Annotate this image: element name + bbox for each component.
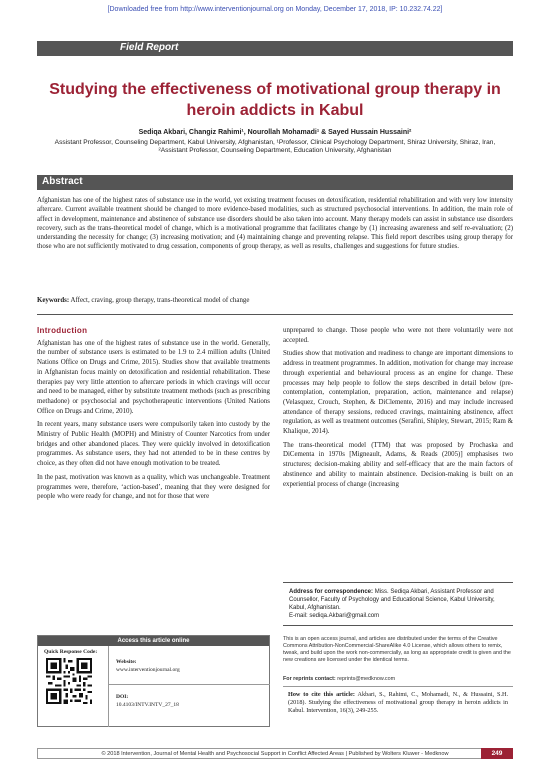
doi-link[interactable]: 10.4103/INTV.INTV_27_18 — [116, 702, 179, 708]
website-label: Website: — [116, 659, 137, 665]
access-heading: Access this article online — [38, 636, 269, 646]
doi-label: DOI: — [116, 694, 129, 700]
keywords-label: Keywords: — [37, 297, 70, 304]
intro-paragraph: In recent years, many substance users were compulsorily taken into custody by the Ministry of Public Health (MOPH) and Ministry of Counter Narcotics from under bridges and other abandoned places. They were quickly involved in detoxification programmes. As substance users, they had not attended to be in these centres by choice, as they often did not have enough motivation to be treated. — [37, 421, 270, 468]
intro-paragraph: unprepared to change. Those people who were not there voluntarily were not accepted. — [283, 327, 513, 344]
website-link[interactable]: www.interventionjournal.org — [116, 667, 180, 673]
abstract-banner — [37, 175, 513, 190]
correspondence-label: Address for correspondence: — [289, 589, 374, 595]
intro-paragraph: The trans-theoretical model (TTM) that was proposed by Prochaska and DiCementa in 1970s [Migneault, Adams, & Reads (2005)] emphasises two structures; decision-making ability and self-efficacy that are the main factors of abstinence and ability to maintain abstinence. Decision-making is built on an experiential process of change (increasing — [283, 441, 513, 488]
author-block — [37, 129, 513, 156]
left-column — [37, 326, 270, 506]
affiliation-line-2: ²Assistant Professor, Counseling Department, Education University, Afghanistan — [158, 147, 392, 154]
citation-text: Akbari, S., Rahimi, C., Mohamadi, N., & Hussaini, S.H. (2018). Studying the effectiveness of motivational group therapy in heroin addicts in Kabul. Intervention, 16(3), 249-255. — [288, 691, 509, 714]
box-divider-horizontal — [108, 684, 270, 685]
intro-paragraph: Afghanistan has one of the highest rates of substance use in the world. Generally, the number of substance users is estimated to be 1.9 to 2.4 million adults (United Nations Office on Drugs and Crime, 2015). Studies show that available treatments in Afghanistan focus mainly on detoxification and residential rehabilitation. These therapies pay very little attention to aftercare periods in which cravings will occur and need to be managed, either by substitute treatment methods (such as prescribing methadone) or psychosocial and psychotherapeutic interventions (United Nations Office on Drugs and Crime, 2010). — [37, 339, 270, 415]
article-title: Studying the effectiveness of motivational group therapy in heroin addicts in Kabul — [49, 81, 501, 119]
section-banner — [37, 41, 513, 56]
keywords — [37, 297, 513, 304]
intro-paragraph: In the past, motivation was known as a quality, which was unchangeable. Treatment programmes were, therefore, ‘action-based’, meaning that they were designed for people who were ready for change, and not for those that were — [37, 473, 270, 501]
box-divider-vertical — [108, 646, 109, 727]
access-online-box — [37, 635, 270, 727]
qr-label: Quick Response Code: — [44, 649, 98, 655]
reprints-label: For reprints contact: — [283, 676, 336, 682]
citation-label: How to cite this article: — [288, 691, 355, 698]
correspondence-email[interactable]: E-mail: sediqa.Akbari@gmail.com — [289, 613, 380, 619]
page-number: 249 — [481, 748, 513, 759]
intro-paragraph: Studies show that motivation and readiness to change are important dimensions to address in treatment programmes. In addition, motivation for change may increase through experiential and behavioural process as an engine for change. These processes may help people to follow the steps described in detail below (pre-contemplation, contemplation, preparation, action, maintenance and relapse) (Velasquez, Crouch, Stephen, & DiClemente, 2016) and may include increased attendance of therapy sessions, reduced cravings, maintaining abstinence, affect regulation, as well as treatment outcomes (Serafini, Shipley, Stewart, 2015; Ram & Khalique, 2014). — [283, 350, 513, 436]
introduction-heading: Introduction — [37, 326, 88, 335]
affiliation-line-1: Assistant Professor, Counseling Department, Kabul University, Afghanistan, ¹Professor, Clinical Psychology Department, Shiraz University, Shiraz, Iran, — [54, 138, 496, 146]
page-footer: © 2018 Intervention, Journal of Mental Health and Psychosocial Support in Conflict Affected Areas | Published by Wolters Kluwer - Medknow — [37, 748, 513, 759]
abstract-heading: Abstract — [42, 176, 83, 187]
citation-box — [283, 686, 513, 728]
section-divider — [37, 314, 513, 315]
qr-code-icon[interactable] — [46, 658, 92, 704]
correspondence-box — [283, 582, 513, 626]
keywords-text: Affect, craving, group therapy, trans-theoretical model of change — [70, 297, 250, 304]
reprints-email[interactable]: reprints@medknow.com — [337, 676, 396, 682]
reprints-line — [283, 676, 513, 682]
abstract-text: Afghanistan has one of the highest rates of substance use in the world, yet existing treatment focuses on detoxification, residential rehabilitation and with very low intensity aftercare. Current available treatment should be changed to more evidence-based modalities, such as structured psychosocial interventions. In addition, the main role of affect in development, maintenance and abstinence of substance use disorders should be also taken into account. Many therapy models can assist in substance use disorders recovery, such as the trans-theoretical model of change, which is a motivational programme that facilitates change by (1) increasing awareness and self re-evaluation; (2) understanding the necessity for change; (3) increasing motivation; and (4) maintaining change and preventing relapse. This field report describes using group therapy for those who are not sufficiently motivated to drug cessation, components of group therapy, as well as results, challenges and suggestions for future studies. — [37, 197, 513, 251]
right-column — [283, 326, 513, 493]
author-names: Sediqa Akbari, Changiz Rahimi¹, Nourollah Mohamadi¹ & Sayed Hussain Hussaini² — [138, 129, 412, 136]
license-text: This is an open access journal, and articles are distributed under the terms of the Creative Commons Attribution-NonCommercial-ShareAlike 4.0 License, which allows others to remix, tweak, and build upon the work non-commercially, as long as appropriate credit is given and the new creations are licensed under the identical terms. — [283, 636, 511, 663]
correspondence-text: Miss. Sediqa Akbari, Assistant Professor and Counsellor, Faculty of Psychology and Educational Science, Kabul University, Kabul, Afghanistan. — [289, 589, 495, 611]
section-label: Field Report — [120, 42, 179, 53]
download-notice[interactable]: [Downloaded free from http://www.interventionjournal.org on Monday, December 17, 2018, IP: 10.232.74.22] — [107, 6, 443, 13]
